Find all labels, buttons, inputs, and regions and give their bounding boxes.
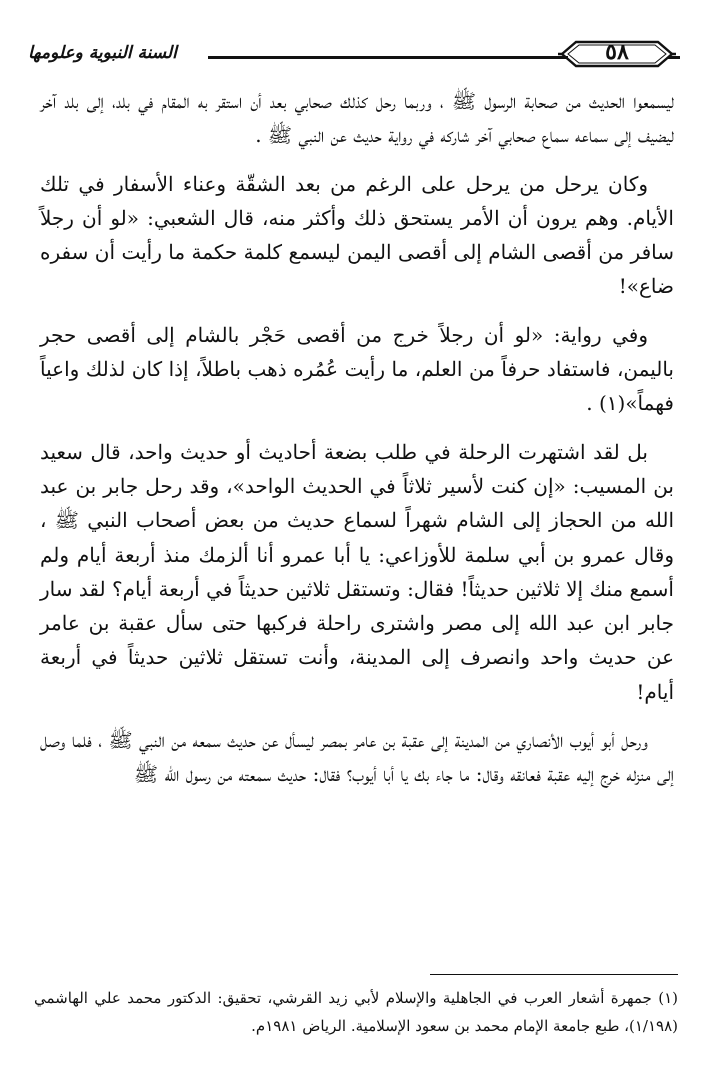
page-header xyxy=(28,30,680,74)
paragraph-2: وكان يرحل من يرحل على الرغم من بعد الشقّة وعناء الأسفار في تلك الأيام. وهم يرون أن الأمر يستحق ذلك وأكثر منه، قال الشعبي: «لو أن رجلاً سافر من أقصى الشام إلى أقصى اليمن ليسمع كلمة حكمة ما رأيت أن سفره ضاع»! xyxy=(40,171,674,299)
running-title: السنة النبوية وعلومها xyxy=(28,43,177,63)
paragraph-1: ليسمعوا الحديث من صحابة الرسول ﷺ ، وربما رحل كذلك صحابي بعد أن استقر به المقام في بلد، إلى بلد آخر ليضيف إلى سماعه سماع صحابي آخر شاركه في رواية حديث عن النبي ﷺ . xyxy=(40,89,674,148)
footnote-divider xyxy=(430,974,678,975)
footnotes xyxy=(34,984,678,1040)
main-text xyxy=(40,84,674,792)
paragraph-5: ورحل أبو أيوب الأنصاري من المدينة إلى عقبة بن عامر بمصر ليسأل عن حديث سمعه من النبي ﷺ ، فلما وصل إلى منزله خرج إليه عقبة فعانقه وقال: ما جاء بك يا أبا أيوب؟ فقال: حديث سمعته من رسول الله ﷺ xyxy=(40,728,674,787)
page-number: ٥٨ xyxy=(605,39,629,65)
header-rule xyxy=(208,56,568,59)
paragraph-3: وفي رواية: «لو أن رجلاً خرج من أقصى حَجْر بالشام إلى أقصى حجر باليمن، فاستفاد حرفاً من العلم، ما رأيت عُمُره ذهب باطلاً، إذا كان لذلك واعياً فهماً»(١) . xyxy=(40,322,674,416)
footnote-1: (١) جمهرة أشعار العرب في الجاهلية والإسلام لأبي زيد القرشي، تحقيق: الدكتور محمد علي الهاشمي (١/١٩٨)، طبع جامعة الإمام محمد بن سعود الإسلامية. الرياض ١٩٨١م. xyxy=(34,989,678,1035)
paragraph-4: بل لقد اشتهرت الرحلة في طلب بضعة أحاديث أو حديث واحد، قال سعيد بن المسيب: «إن كنت لأسير ثلاثاً في الحديث الواحد»، وقد رحل جابر بن عبد الله من الحجاز إلى الشام شهراً لسماع حديث من بعض أصحاب النبي ﷺ ، وقال عمرو بن أبي سلمة للأوزاعي: يا أبا عمرو أنا ألزمك منذ أربعة أيام ولم أسمع منك إلا ثلاثين حديثاً! فقال: وتستقل ثلاثين حديثاً في أربعة أيام؟ لقد سار جابر ابن عبد الله إلى مصر واشترى راحلة فركبها حتى سأل عقبة بن عامر عن حديث واحد وانصرف إلى المدينة، وأنت تستقل ثلاثين حديثاً في أربعة أيام! xyxy=(40,439,675,704)
